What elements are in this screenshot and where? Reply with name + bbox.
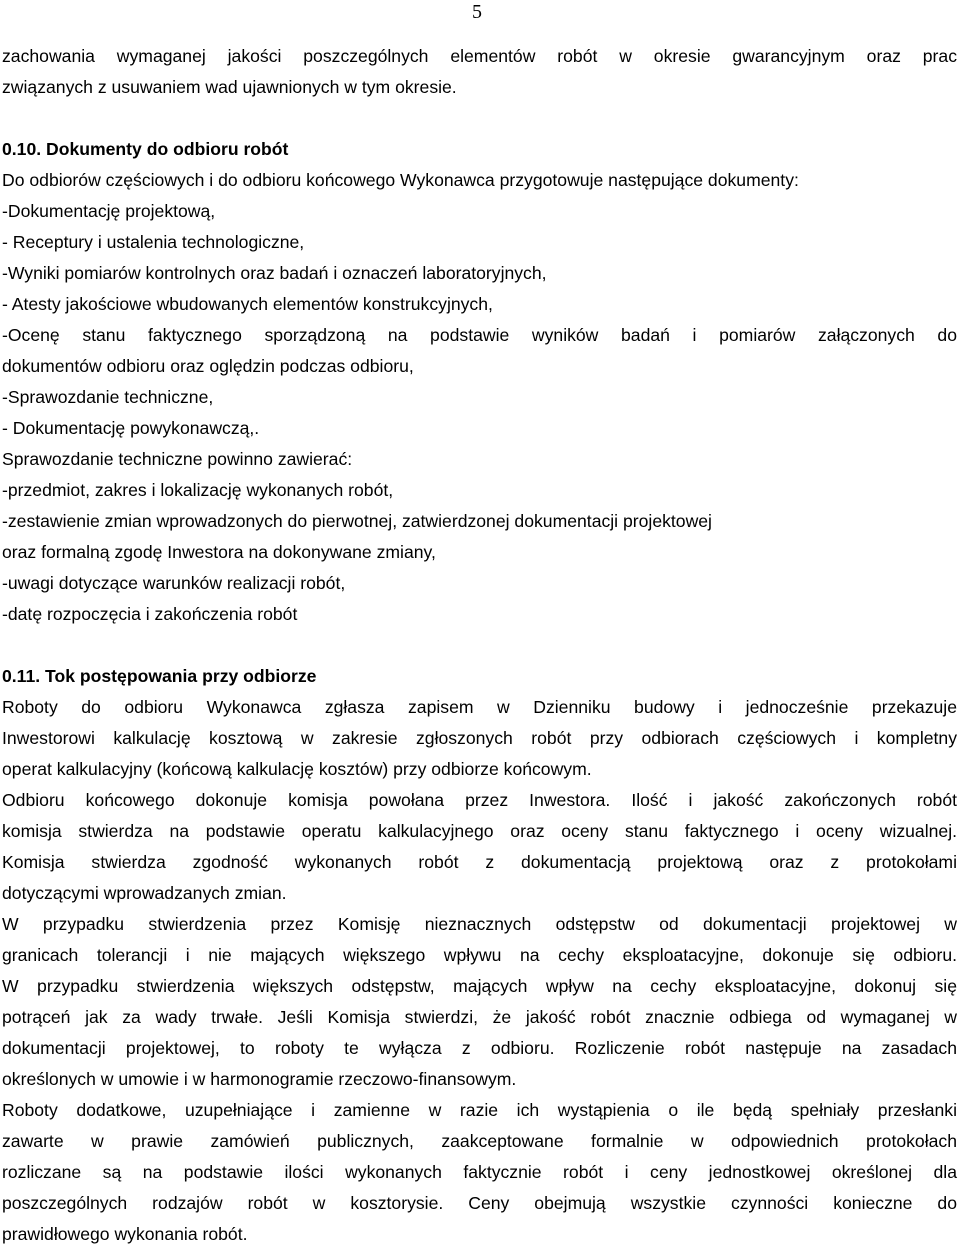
paragraph-line: granicach tolerancji i nie mających większego wpływu na cechy eksploatacyjne, dokonuje się odbioru. xyxy=(2,945,957,965)
paragraph-line: dotyczącymi wprowadzanych zmian. xyxy=(2,883,287,903)
list-item: -Sprawozdanie techniczne, xyxy=(2,387,214,407)
list-item: -datę rozpoczęcia i zakończenia robót xyxy=(2,604,298,624)
paragraph-line: Odbioru końcowego dokonuje komisja powołana przez Inwestora. Ilość i jakość zakończonych robót xyxy=(2,790,957,810)
paragraph-line: związanych z usuwaniem wad ujawnionych w tym okresie. xyxy=(2,77,457,97)
list-item-continuation: dokumentów odbioru oraz oględzin podczas odbioru, xyxy=(2,356,414,376)
paragraph-line: Roboty dodatkowe, uzupełniające i zamienne w razie ich wystąpienia o ile będą spełniały przesłanki xyxy=(2,1100,957,1120)
paragraph-line: określonych w umowie i w harmonogramie rzeczowo-finansowym. xyxy=(2,1069,517,1089)
paragraph-line: operat kalkulacyjny (końcową kalkulację kosztów) przy odbiorze końcowym. xyxy=(2,759,592,779)
paragraph-line: W przypadku stwierdzenia większych odstępstw, mających wpływ na cechy eksploatacyjne, dokonuj się xyxy=(2,976,957,996)
list-item: -uwagi dotyczące warunków realizacji robót, xyxy=(2,573,346,593)
list-item: - Atesty jakościowe wbudowanych elementów konstrukcyjnych, xyxy=(2,294,493,314)
list-item: - Receptury i ustalenia technologiczne, xyxy=(2,232,305,252)
paragraph-line: komisja stwierdza na podstawie operatu kalkulacyjnego oraz oceny stanu faktycznego i oceny wizualnej. xyxy=(2,821,957,841)
section-heading-0-11: 0.11. Tok postępowania przy odbiorze xyxy=(2,666,317,686)
section-heading-0-10: 0.10. Dokumenty do odbioru robót xyxy=(2,139,289,159)
list-item: -przedmiot, zakres i lokalizację wykonanych robót, xyxy=(2,480,394,500)
paragraph-line: poszczególnych rodzajów robót w kosztorysie. Ceny obejmują wszystkie czynności konieczne do xyxy=(2,1193,957,1213)
list-item: -zestawienie zmian wprowadzonych do pierwotnej, zatwierdzonej dokumentacji projektowej xyxy=(2,511,712,531)
list-item-continuation: oraz formalną zgodę Inwestora na dokonywane zmiany, xyxy=(2,542,436,562)
paragraph-line: zachowania wymaganej jakości poszczególnych elementów robót w okresie gwarancyjnym oraz prac xyxy=(2,46,957,66)
paragraph-line: W przypadku stwierdzenia przez Komisję nieznacznych odstępstw od dokumentacji projektowej w xyxy=(2,914,957,934)
spacer xyxy=(2,103,957,134)
paragraph-line: rozliczane są na podstawie ilości wykonanych faktycznie robót i ceny jednostkowej określonej dla xyxy=(2,1162,957,1182)
paragraph-line: prawidłowego wykonania robót. xyxy=(2,1224,248,1244)
page-number: 5 xyxy=(472,1,482,23)
list-item: - Dokumentację powykonawczą,. xyxy=(2,418,260,438)
paragraph-line: potrąceń jak za wady trwałe. Jeśli Komisja stwierdzi, że jakość robót znacznie odbiega od wymaganej w xyxy=(2,1007,957,1027)
paragraph-line: Sprawozdanie techniczne powinno zawierać: xyxy=(2,449,353,469)
list-item: -Wyniki pomiarów kontrolnych oraz badań i oznaczeń laboratoryjnych, xyxy=(2,263,547,283)
paragraph-line: Inwestorowi kalkulację kosztową w zakresie zgłoszonych robót przy odbiorach częściowych i kompletny xyxy=(2,728,957,748)
paragraph-line: Do odbiorów częściowych i do odbioru końcowego Wykonawca przygotowuje następujące dokumenty: xyxy=(2,170,799,190)
list-item: -Ocenę stanu faktycznego sporządzoną na podstawie wyników badań i pomiarów załączonych do xyxy=(2,325,957,345)
spacer xyxy=(2,630,957,661)
paragraph-line: Komisja stwierdza zgodność wykonanych robót z dokumentacją projektową oraz z protokołami xyxy=(2,852,957,872)
paragraph-line: dokumentacji projektowej, to roboty te wyłącza z odbioru. Rozliczenie robót następuje na zasadach xyxy=(2,1038,957,1058)
document-body xyxy=(2,41,957,1250)
list-item: -Dokumentację projektową, xyxy=(2,201,216,221)
paragraph-line: zawarte w prawie zamówień publicznych, zaakceptowane formalnie w odpowiednich protokołach xyxy=(2,1131,957,1151)
paragraph-line: Roboty do odbioru Wykonawca zgłasza zapisem w Dzienniku budowy i jednocześnie przekazuje xyxy=(2,697,957,717)
